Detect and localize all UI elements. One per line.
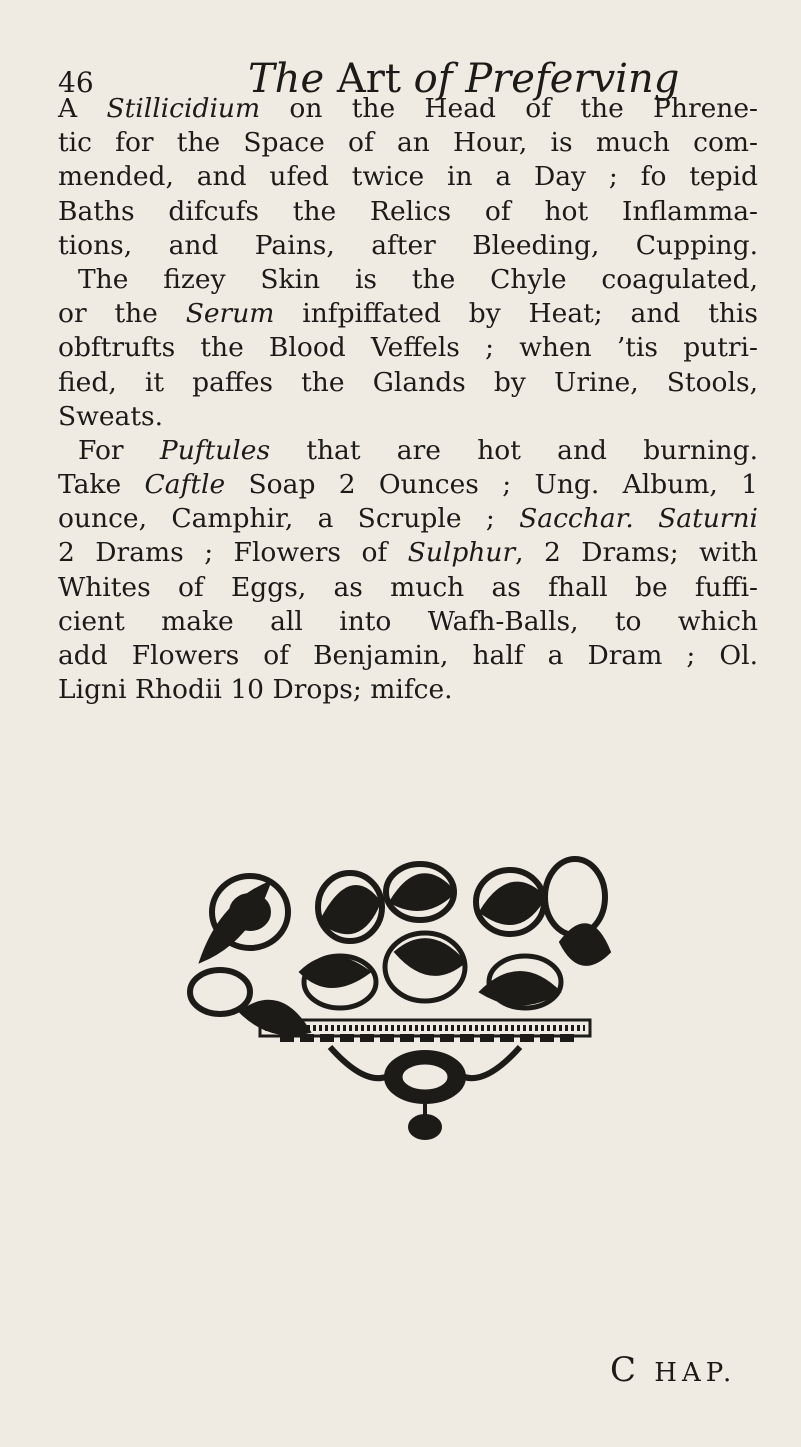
text-run: add Flowers of Benjamin, half a Dram ; Ol. <box>58 640 758 671</box>
body-text <box>58 92 758 707</box>
text-run: ounce, Camphir, a Scruple ; <box>58 503 520 535</box>
text-run: mended, and ufed twice in a Day ; fo tepid <box>58 161 758 193</box>
page-number: 46 <box>58 66 94 99</box>
text-line <box>58 126 758 160</box>
text-run: Baths difcufs the Relics of hot Inflamma- <box>58 195 758 227</box>
text-run: , 2 Drams; with <box>515 537 758 569</box>
text-run: fied, it paffes the Glands by Urine, Stools, <box>58 366 758 398</box>
text-line <box>58 263 758 297</box>
text-line <box>58 366 758 400</box>
italic-term: Caftle <box>144 469 226 501</box>
catchword-initial: C <box>610 1350 642 1390</box>
running-title-art: Art <box>336 56 401 102</box>
text-run: For <box>78 434 160 466</box>
text-line <box>58 571 758 605</box>
running-title-preserving: Preferving <box>465 56 680 102</box>
text-line <box>58 229 758 263</box>
italic-term: Puftules <box>159 434 271 466</box>
text-line <box>58 502 758 536</box>
italic-term: Serum <box>185 298 275 330</box>
text-line <box>58 468 758 502</box>
text-line <box>58 434 758 468</box>
text-run: on the Head of the Phrene- <box>260 93 759 124</box>
text-run: tions, and Pains, after Bleeding, Cupping. <box>58 229 758 261</box>
text-line <box>58 195 758 229</box>
text-run: 2 Drams ; Flowers of <box>58 537 408 569</box>
text-run: Ligni Rhodii 10 Drops; mifce. <box>58 674 453 706</box>
catchword <box>610 1350 736 1390</box>
text-line <box>58 92 758 126</box>
text-run: or the <box>58 298 186 330</box>
catchword-rest: HAP. <box>654 1358 737 1388</box>
text-line <box>58 639 758 673</box>
italic-term: Sulphur <box>407 537 516 569</box>
text-run: Whites of Eggs, as much as fhall be fuffi- <box>58 571 758 603</box>
italic-term: Stillicidium <box>106 93 261 124</box>
text-line <box>58 400 758 434</box>
text-line <box>58 673 758 707</box>
text-line <box>58 160 758 194</box>
text-run: Take <box>58 469 145 501</box>
text-run: Sweats. <box>58 400 163 432</box>
italic-term: Sacchar. Saturni <box>519 503 758 535</box>
text-run: A <box>58 93 107 124</box>
running-title-the: The <box>248 56 325 102</box>
text-run: infpiffated by Heat; and this <box>274 298 758 330</box>
text-run: The fizey Skin is the Chyle coagulated, <box>78 263 758 295</box>
text-run: obftrufts the Blood Veffels ; when ’tis putri- <box>58 332 758 364</box>
running-title-of: of <box>413 56 453 102</box>
text-run: Soap 2 Ounces ; Ung. Album, 1 <box>225 469 758 501</box>
text-run: cient make all into Wafh-Balls, to which <box>58 605 758 637</box>
text-line <box>58 331 758 365</box>
text-line <box>58 536 758 570</box>
text-run: that are hot and burning. <box>270 434 758 466</box>
text-line <box>58 605 758 639</box>
text-line <box>58 297 758 331</box>
text-run: tic for the Space of an Hour, is much com- <box>58 127 758 159</box>
floral-tailpiece-ornament-icon <box>180 842 620 1142</box>
